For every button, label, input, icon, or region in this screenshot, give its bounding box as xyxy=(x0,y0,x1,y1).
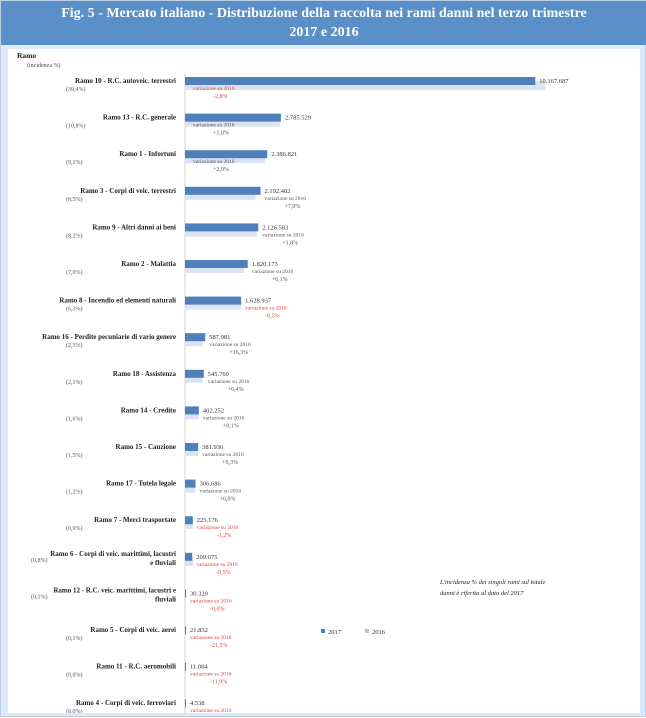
value-label-2017: 21.832 xyxy=(190,627,208,634)
category-share: (1,5%) xyxy=(66,453,83,459)
bar-2017 xyxy=(185,516,193,524)
bar-2017 xyxy=(185,626,186,634)
category-row xyxy=(66,699,232,713)
variation-value: +6,4% xyxy=(227,386,244,393)
variation-value: +6,1% xyxy=(271,277,288,283)
bar-2017 xyxy=(185,443,198,451)
variation-caption: variazione su 2016 xyxy=(202,415,245,422)
category-label: Ramo 6 - Corpi di veic. marittimi, lacustri xyxy=(50,549,176,558)
variation-value: -11,9% xyxy=(210,679,228,686)
category-row xyxy=(66,626,232,649)
category-row xyxy=(66,260,293,283)
category-label: Ramo 8 - Incendio ed elementi naturali xyxy=(59,296,176,305)
category-label: Ramo 11 - R.C. aeromobili xyxy=(96,662,176,671)
category-label: Ramo 9 - Altri danni ai beni xyxy=(92,223,176,232)
category-label: Ramo 3 - Corpi di veic. terrestri xyxy=(80,186,176,195)
axis-title: Ramo xyxy=(17,51,37,60)
value-label-2017: 545.760 xyxy=(207,370,229,378)
variation-caption: variazione su 2016 xyxy=(262,232,304,239)
bar-2017 xyxy=(185,699,186,707)
value-label-2017: 381.936 xyxy=(202,444,224,451)
bar-2017 xyxy=(185,297,241,305)
category-label: Ramo 4 - Corpi di veic. ferroviari xyxy=(76,699,176,708)
value-label-2017: 2.126.583 xyxy=(262,224,289,232)
variation-value: +1,8% xyxy=(282,240,299,247)
category-row xyxy=(59,297,287,320)
value-label-2017: 1.820.173 xyxy=(251,261,278,268)
category-row xyxy=(66,443,244,466)
variation-value: +16,3% xyxy=(229,350,249,357)
variation-value: +6,0% xyxy=(219,496,236,503)
category-share: (9,1%) xyxy=(66,160,83,167)
category-label: Ramo 1 - Infortuni xyxy=(119,150,176,159)
bar-2017 xyxy=(185,406,199,414)
chart-legend xyxy=(321,629,386,636)
category-share: (0,0%) xyxy=(66,672,83,679)
value-label-2017: 306.686 xyxy=(199,480,221,488)
category-row xyxy=(66,77,569,100)
value-label-2017: 4.538 xyxy=(190,700,205,708)
legend-swatch-2016 xyxy=(365,629,369,633)
bar-2017 xyxy=(185,150,267,158)
category-row xyxy=(66,150,297,173)
category-label: Ramo 2 - Malattia xyxy=(121,260,176,268)
category-share: (1,6%) xyxy=(66,416,83,423)
variation-value: -0,6% xyxy=(210,606,225,613)
chart-rows xyxy=(31,73,569,713)
bar-2017 xyxy=(185,187,261,195)
variation-value: -2,8% xyxy=(213,94,228,100)
category-row xyxy=(66,114,311,137)
category-row xyxy=(66,516,239,539)
category-share: (0,1%) xyxy=(66,636,83,642)
variation-value: +0,1% xyxy=(222,423,239,430)
category-share: (0,9%) xyxy=(66,526,83,533)
axis-subtitle: (incidenza %) xyxy=(27,63,61,69)
category-row xyxy=(31,586,232,612)
variation-value: -21,5% xyxy=(210,643,228,649)
bar-chart xyxy=(8,49,640,713)
category-row xyxy=(66,480,241,503)
legend-label-2016: 2016 xyxy=(372,629,385,636)
value-label-2017: 402.252 xyxy=(202,407,224,415)
category-row xyxy=(31,550,238,576)
variation-caption: variazione su 2016 xyxy=(202,452,244,458)
legend-label-2017: 2017 xyxy=(328,629,341,636)
value-label-2017: 10.167.687 xyxy=(539,78,569,85)
category-row xyxy=(66,406,245,429)
variation-value: -0,5% xyxy=(265,313,280,320)
category-share: (0,8%) xyxy=(31,557,48,564)
figure-title-line1: Fig. 5 - Mercato italiano - Distribuzione della raccolta nei rami danni nel terzo trimestre xyxy=(61,6,587,21)
bar-2017 xyxy=(185,370,204,378)
category-label: e fluviali xyxy=(150,558,176,567)
category-share: (6,3%) xyxy=(66,306,83,313)
bar-2017 xyxy=(185,260,248,268)
category-label: Ramo 18 - Assistenza xyxy=(112,369,176,378)
category-share: (0,1%) xyxy=(31,594,48,601)
figure-title-line2: 2017 e 2016 xyxy=(289,25,359,40)
variation-caption: variazione su 2016 xyxy=(190,671,232,678)
variation-caption: variazione su 2016 xyxy=(190,635,232,641)
variation-caption: variazione su 2016 xyxy=(251,269,294,275)
variation-value: +2,9% xyxy=(213,167,229,174)
figure-header xyxy=(1,1,646,45)
value-label-2017: 1.628.937 xyxy=(245,297,272,305)
value-label-2017: 11.084 xyxy=(190,663,208,671)
chart-note-line2: danni è riferita al dato del 2017 xyxy=(440,590,524,597)
variation-caption: variazione su 2016 xyxy=(193,159,235,166)
bar-2017 xyxy=(185,480,196,488)
variation-caption: variazione su 2016 xyxy=(193,122,235,129)
value-label-2017: 587.981 xyxy=(209,334,231,342)
category-label: Ramo 10 - R.C. autoveic. terrestri xyxy=(75,77,176,85)
variation-caption: variazione su 2016 xyxy=(199,488,242,495)
variation-caption: variazione su 2016 xyxy=(264,195,307,202)
bar-2017 xyxy=(185,333,205,341)
category-label: Ramo 15 - Cauzione xyxy=(115,443,176,451)
category-label: Ramo 5 - Corpi di veic. aerei xyxy=(90,626,176,634)
category-share: (7,0%) xyxy=(66,270,83,276)
legend-swatch-2017 xyxy=(321,629,325,633)
variation-caption: variazione su 2016 xyxy=(207,378,250,385)
bar-2017 xyxy=(185,77,535,85)
variation-caption: variazione su 2016 xyxy=(190,598,232,605)
variation-value: +7,0% xyxy=(284,203,301,210)
category-share: (2,1%) xyxy=(66,379,83,386)
value-label-2017: 2.386.821 xyxy=(271,151,298,159)
chart-note-line1: L'incidenza % dei singoli rami sul totale xyxy=(440,579,546,586)
bar-2017 xyxy=(185,223,258,231)
variation-value: -1,2% xyxy=(216,533,232,540)
value-label-2017: 225.176 xyxy=(196,517,218,525)
chart-panel xyxy=(8,49,640,713)
category-label: Ramo 14 - Credito xyxy=(120,406,176,415)
category-row xyxy=(66,187,306,210)
bar-2017 xyxy=(185,553,192,561)
variation-value: +0,3% xyxy=(222,460,239,466)
value-label-2017: 30.320 xyxy=(190,590,208,598)
category-row xyxy=(66,663,232,686)
bar-2017 xyxy=(185,663,186,671)
category-label: Ramo 16 - Perdite pecuniarie di vario genere xyxy=(42,333,176,342)
category-row xyxy=(42,333,251,356)
bar-2017 xyxy=(185,589,186,597)
variation-value: +1,0% xyxy=(213,130,229,137)
category-row xyxy=(66,370,250,393)
category-share: (1,2%) xyxy=(66,489,83,496)
bar-2017 xyxy=(185,114,281,122)
variation-value: -9,5% xyxy=(216,569,231,576)
category-share: (8,2%) xyxy=(66,233,83,240)
value-label-2017: 2.192.402 xyxy=(264,187,291,195)
variation-caption: variazione su 2016 xyxy=(196,525,239,532)
category-label: Ramo 17 - Tutela legale xyxy=(106,479,176,488)
category-share: (10,8%) xyxy=(66,123,86,130)
category-share: (39,4%) xyxy=(66,87,86,93)
variation-caption: variazione su 2016 xyxy=(193,86,235,92)
variation-caption: variazione su 2016 xyxy=(196,561,238,568)
category-label: Ramo 7 - Merci trasportate xyxy=(94,516,176,525)
value-label-2017: 209.075 xyxy=(196,553,218,561)
variation-caption: variazione su 2016 xyxy=(209,342,251,349)
category-share: (0,0%) xyxy=(66,709,83,713)
value-label-2017: 2.785.529 xyxy=(284,114,311,122)
variation-caption: variazione su 2016 xyxy=(245,305,287,312)
category-label: fluviali xyxy=(154,595,176,604)
category-share: (8,5%) xyxy=(66,196,83,203)
category-label: Ramo 12 - R.C. veic. marittimi, lacustri e xyxy=(53,586,176,595)
variation-caption: variazione su 2016 xyxy=(190,708,232,713)
category-label: Ramo 13 - R.C. generale xyxy=(102,113,176,122)
category-share: (2,3%) xyxy=(66,343,83,350)
